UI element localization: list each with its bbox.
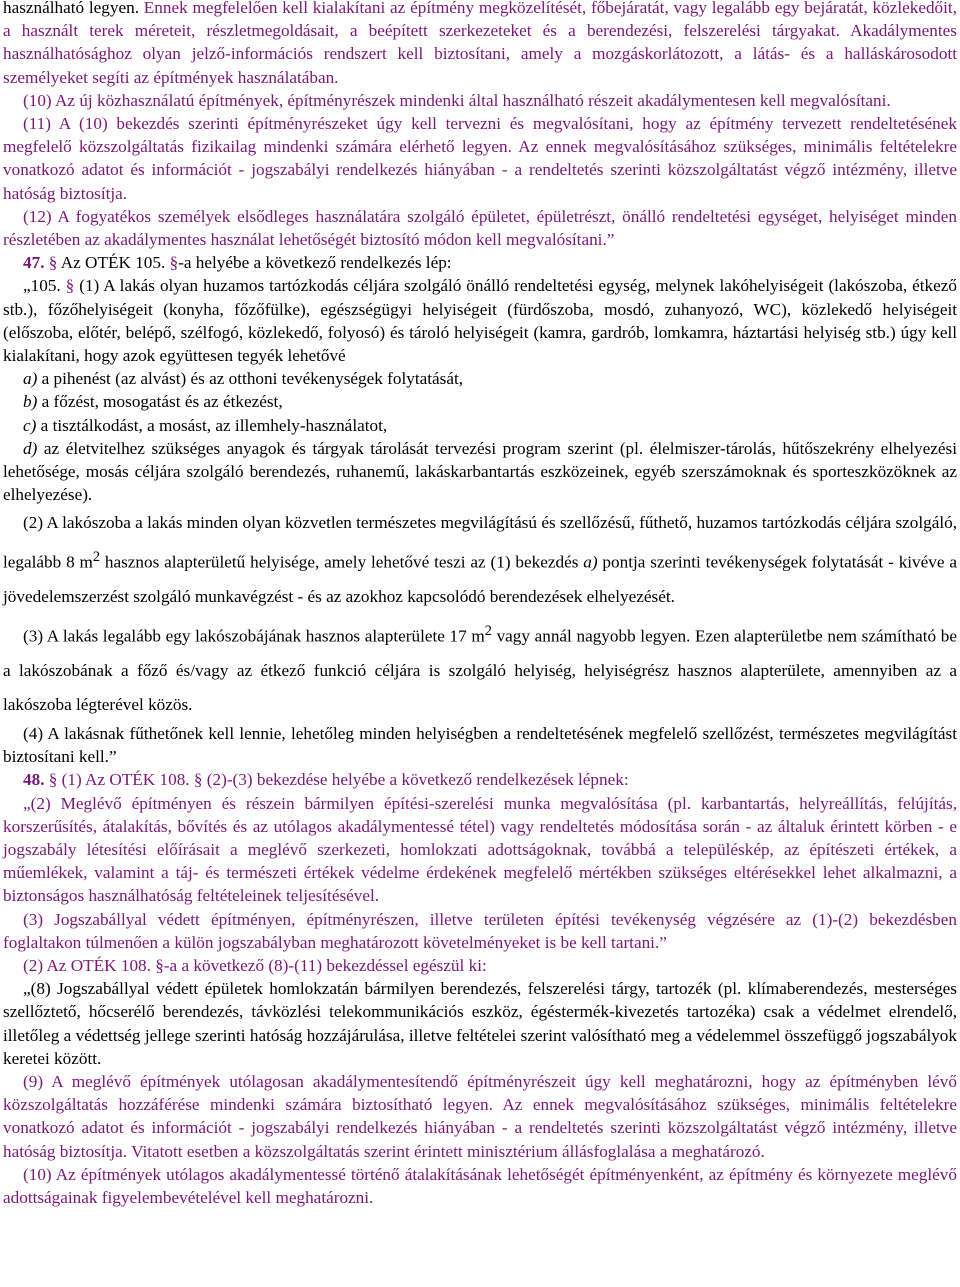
paragraph-4-heating: (4) A lakásnak fűthetőnek kell lennie, lehetőleg minden helyiségben a rendeltetésének megfelelő szellőzést, természetes megvilágítást biztosítani kell.”	[3, 723, 957, 767]
section-sign: §	[193, 770, 203, 790]
list-item-b	[3, 390, 957, 413]
list-item-key: d)	[23, 438, 38, 458]
section-48-number: 48.	[23, 770, 45, 790]
paragraph-3-floor-area	[3, 614, 957, 722]
paragraph-2-text-a: (2) A lakószoba a lakás minden olyan közvetlen természetes megvilágítású és szellőzésű, fűthető, huzamos tartózkodás céljára szolgáló, legalább 8 m	[3, 513, 958, 573]
paragraph-10: (10) Az új közhasználatú építmények, építményrészek mindenki által használható részeit akadálymentesen kell megvalósítani.	[23, 90, 891, 110]
section-47-text-a: Az OTÉK 105.	[57, 253, 170, 273]
paragraph-11-text-a: (11) A (10) bekezdés szerinti építményrészeket úgy kell tervezni és megvalósítani, hogy az építmény tervezett rendeltetésének megfelelő közszolgáltatás fizikailag mindenki számára elérhető legyen.	[3, 114, 957, 157]
quoted-paragraph-9: (9) A meglévő építmények utólagosan akadálymentesítendő építményrészeit úgy kell meghatározni, hogy az építményben lévő közszolgáltatás hozzáférése mindenki számára biztosítható legyen. Az ennek megvalósításához szükséges, minimális feltételekre vonatkozó adatot és információt - jogszabályi rendelkezés hiányában - a rendeltetés szerinti közszolgáltatást végző intézmény, illetve hatóság biztosítja. Vitatott esetben a közszolgáltatás szerint érintett minisztérium állásfoglalása a meghatározó.	[3, 1071, 957, 1161]
paragraph-intro	[3, 0, 957, 89]
paragraph-2-living-room	[3, 506, 957, 614]
section-sign: §	[155, 955, 164, 975]
section-47-heading	[3, 251, 957, 274]
section-105-text: (1) A lakás olyan huzamos tartózkodás céljára szolgáló önálló rendeltetési egység, melynek lakóhelyiségeit (lakószoba, étkező stb.), főzőhelyiségeit (konyha, főzőfülke), egészségügyi helyiségeit (fürdőszoba, mosdó, zuhanyozó, WC), közlekedő helyiségeit (előszoba, előtér, belépő, szélfogó, közlekedő, folyosó) és tároló helyiségeit (kamra, gardrób, lomkamra, háztartási helyiség stb.) úgy kell kialakítani, hogy azok együttesen tegyék lehetővé	[3, 276, 957, 366]
list-item-d	[3, 437, 957, 507]
list-item-key: a)	[23, 369, 38, 389]
intro-lead-text: használható legyen.	[3, 0, 144, 17]
section-48-text-a: (1) Az OTÉK 108.	[57, 770, 194, 790]
paragraph-11-text-b: Az ennek megvalósításához szükséges, minimális feltételekre vonatkozó adatot és információt - jogszabályi rendelkezés hiányában - a rendeltetés szerinti közszolgáltatást végző intézmény, illetve hatóság biztosítja.	[3, 137, 957, 203]
list-item-text: a pihenést (az alvást) és az otthoni tevékenységek folytatását,	[37, 369, 464, 389]
superscript: 2	[92, 549, 101, 566]
section-47-number: 47.	[23, 253, 45, 273]
section-48b-text-a: (2) Az OTÉK 108.	[23, 955, 156, 975]
section-sign: §	[48, 253, 58, 273]
list-item-text: a főzést, mosogatást és az étkezést,	[37, 392, 283, 412]
paragraph-2-ref: a)	[583, 553, 598, 573]
quoted-paragraph-10: (10) Az építmények utólagos akadálymentessé történő átalakításának lehetőségét építményenként, az építmény és környezete meglévő adottságainak figyelembevételével kell meghatározni.	[3, 1164, 957, 1207]
list-item-a	[3, 367, 957, 390]
section-sign: §	[65, 276, 75, 296]
quoted-paragraph-8: „(8) Jogszabállyal védett épületek homlokzatán bármilyen berendezés, felszerelési tárgy, tartozék (pl. klímaberendezés, mesterséges szellőztető, hőcserélő berendezés, távközlési telekommunikációs eszköz, égéstermék-kivezetés tartozéka) csak a védelmet elrendelő, illetőleg a védettség jellege szerinti hatóság hozzájárulása, illetve feltételei szerint valósítható meg a védelemmel összefüggő jogszabályok keretei között.	[3, 979, 957, 1068]
paragraph-3-text-b: vagy annál nagyobb legyen. Ezen alapterületbe nem számítható be a lakószobának a főző és/vagy az étkező funkció céljára is szolgáló helyiség, helyiségrész hasznos alapterülete, amennyiben az a lakószoba légterével közös.	[3, 626, 957, 714]
quoted-paragraph-3: (3) Jogszabállyal védett építményen, építményrészen, illetve területen építési tevékenység végzésére az (1)-(2) bekezdésben foglaltakon túlmenően a külön jogszabályban meghatározott követelményeket is be kell tartani.”	[3, 909, 957, 952]
paragraph-12: (12) A fogyatékos személyek elsődleges használatára szolgáló épületet, épületrészt, önálló rendeltetési egységet, helyiséget minden részletében az akadálymentes használat lehetőségét biztosító módon kell megvalósítani.”	[3, 206, 957, 250]
section-sign: §	[48, 770, 58, 790]
superscript: 2	[484, 623, 492, 640]
paragraph-2-text-d: pontja szerinti tevékenységek folytatását - kivéve a jövedelemszerzést szolgáló munkavégzést - és az azokhoz kapcsolódó berendezések elhelyezését.	[3, 553, 957, 607]
intro-amended-text: Ennek megfelelően kell kialakítani az építmény megközelítését, főbejáratát, vagy legalább egy bejáratát, közlekedőit, a használt terek méreteit, részletmegoldásait, a beépített szerkezeteket és a berendezési, felszerelési tárgyakat. Akadálymentes használhatósághoz olyan jelző-információs rendszert kell biztosítani, amely a mozgáskorlátozott, a látás- és a halláskárosodott személyeket segíti az építmények használatában.	[3, 0, 957, 87]
list-item-c	[3, 414, 957, 437]
list-item-text: az életvitelhez szükséges anyagok és tárgyak tárolását tervezési program szerint (pl. élelmiszer-tárolás, hűtőszekrény elhelyezési lehetősége, mosás céljára szolgáló berendezés, ruhanemű, lakáskarbantartás eszközeinek, egyéb szerszámoknak és sporteszközöknek az elhelyezése).	[3, 438, 957, 505]
section-48-heading	[3, 768, 957, 791]
quoted-paragraph-2: „(2) Meglévő építményen és részein bármilyen építési-szerelési munka megvalósítása (pl. karbantartás, helyreállítás, felújítás, korszerűsítés, átalakítás, bővítés és az utólagos akadálymentessé tétel) vagy rendeltetés módosítása során - az általuk érintett körben - e jogszabály létesítési előírásait a meglévő szerkezeti, homlokzati adottságoknak, továbbá a településkép, az építészeti értékek, a műemlékek, valamint a táj- és természeti értékek védelme érdekének megfelelő mértékben szükséges eltérésekkel lehet alkalmazni, a biztonságos használhatóság feltételeinek teljesítésével.	[3, 793, 957, 906]
section-105-number: „105.	[23, 276, 61, 296]
section-48-paragraph-2	[3, 954, 957, 977]
section-48b-text-b: -a a következő (8)-(11) bekezdéssel egészül ki:	[163, 955, 487, 975]
section-48-text-b: (2)-(3) bekezdése helyébe a következő rendelkezések lépnek:	[202, 770, 629, 790]
section-sign: §	[169, 253, 179, 273]
paragraph-2-text-b: hasznos alapterületű helyisége, amely lehetővé teszi az (1) bekezdés	[100, 553, 584, 573]
list-item-key: c)	[23, 415, 37, 435]
list-item-key: b)	[23, 392, 38, 412]
section-105-paragraph-1	[3, 274, 957, 367]
section-47-text-b: -a helyébe a következő rendelkezés lép:	[178, 253, 452, 273]
list-item-text: a tisztálkodást, a mosást, az illemhely-használatot,	[36, 415, 388, 435]
paragraph-3-text-a: (3) A lakás legalább egy lakószobájának hasznos alapterülete 17 m	[23, 626, 485, 646]
paragraph-11	[3, 112, 957, 205]
